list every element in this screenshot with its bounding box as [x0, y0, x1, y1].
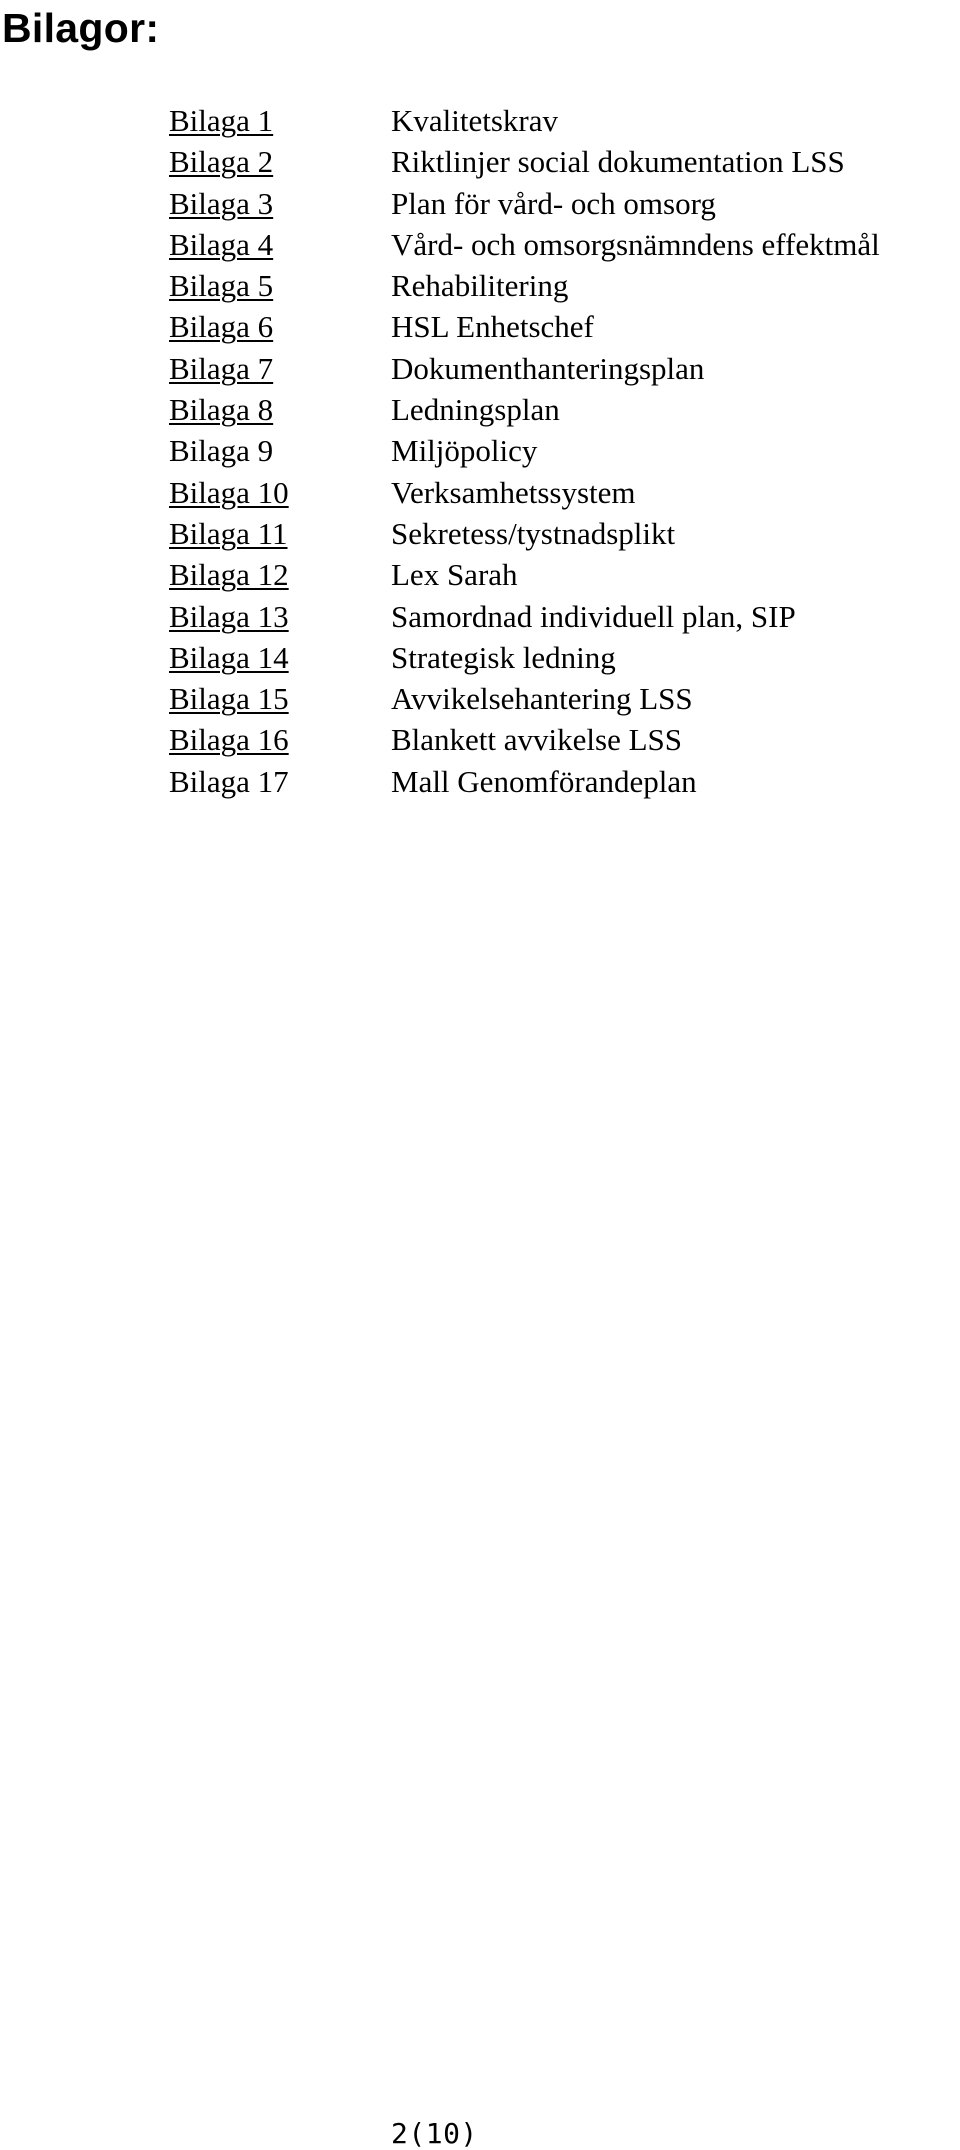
attachment-12-title: Lex Sarah: [391, 557, 518, 593]
attachment-6-link[interactable]: Bilaga 6: [169, 309, 274, 345]
attachment-row: [169, 100, 880, 141]
attachment-4-title: Vård- och omsorgsnämndens effektmål: [391, 226, 880, 262]
attachment-row: [169, 389, 880, 430]
attachment-row: [169, 719, 880, 760]
attachment-2-link[interactable]: Bilaga 2: [169, 144, 274, 180]
attachment-row: [169, 265, 880, 306]
page-title: Bilagor:: [2, 5, 160, 51]
attachment-row: [169, 141, 880, 182]
attachment-15-title: Avvikelsehantering LSS: [391, 681, 693, 717]
attachment-7-title: Dokumenthanteringsplan: [391, 350, 705, 386]
attachment-7-link[interactable]: Bilaga 7: [169, 350, 274, 386]
attachment-row: [169, 513, 880, 554]
attachment-6-title: HSL Enhetschef: [391, 309, 594, 345]
attachment-9-title: Miljöpolicy: [391, 433, 538, 469]
attachment-1-title: Kvalitetskrav: [391, 103, 559, 138]
attachment-8-title: Ledningsplan: [391, 392, 560, 428]
attachment-16-title: Blankett avvikelse LSS: [391, 722, 683, 758]
attachment-11-title: Sekretess/tystnadsplikt: [391, 515, 676, 551]
attachment-11-link[interactable]: Bilaga 11: [169, 515, 288, 551]
attachment-17-title: Mall Genomförandeplan: [391, 763, 697, 799]
attachment-row: [169, 637, 880, 678]
attachment-4-link[interactable]: Bilaga 4: [169, 226, 274, 262]
attachment-14-title: Strategisk ledning: [391, 639, 616, 675]
attachment-row: [169, 472, 880, 513]
attachment-13-title: Samordnad individuell plan, SIP: [391, 598, 796, 634]
attachment-16-link[interactable]: Bilaga 16: [169, 722, 289, 758]
attachment-list: [169, 100, 880, 802]
attachment-5-title: Rehabilitering: [391, 268, 569, 304]
attachment-10-title: Verksamhetssystem: [391, 474, 636, 510]
attachment-row: [169, 761, 880, 802]
attachment-9-link: Bilaga 9: [169, 433, 274, 469]
attachment-row: [169, 678, 880, 719]
attachment-12-link[interactable]: Bilaga 12: [169, 557, 289, 593]
attachment-5-link[interactable]: Bilaga 5: [169, 268, 274, 304]
attachment-1-link[interactable]: Bilaga 1: [169, 103, 274, 138]
attachment-10-link[interactable]: Bilaga 10: [169, 474, 289, 510]
attachment-row: [169, 554, 880, 595]
attachment-row: [169, 430, 880, 471]
attachment-row: [169, 183, 880, 224]
attachment-15-link[interactable]: Bilaga 15: [169, 681, 289, 717]
attachment-3-link[interactable]: Bilaga 3: [169, 185, 274, 221]
attachment-3-title: Plan för vård- och omsorg: [391, 185, 716, 221]
attachment-17-link: Bilaga 17: [169, 763, 289, 799]
attachment-13-link[interactable]: Bilaga 13: [169, 598, 289, 634]
attachment-14-link[interactable]: Bilaga 14: [169, 639, 289, 675]
attachment-row: [169, 596, 880, 637]
attachment-row: [169, 306, 880, 347]
attachment-8-link[interactable]: Bilaga 8: [169, 392, 274, 428]
attachment-2-title: Riktlinjer social dokumentation LSS: [391, 144, 845, 180]
page-number: 2(10): [391, 2117, 478, 2150]
attachment-row: [169, 224, 880, 265]
attachment-row: [169, 348, 880, 389]
